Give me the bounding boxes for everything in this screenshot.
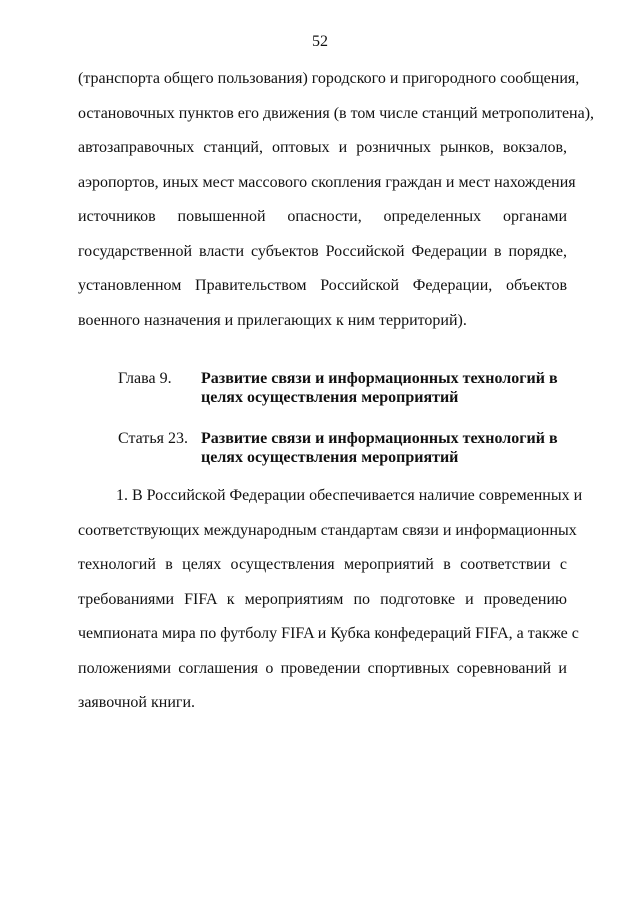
chapter-title-line: целях осуществления мероприятий	[201, 389, 459, 406]
paragraph-continuation	[78, 62, 595, 338]
text-line: установленном Правительством Российской Федерации, объектов	[78, 277, 567, 294]
chapter-title	[201, 369, 581, 407]
text-line: остановочных пунктов его движения (в том числе станций метрополитена),	[78, 104, 595, 122]
text-line: положениями соглашения о проведении спортивных соревнований и	[78, 659, 567, 677]
text-line: военного назначения и прилегающих к ним территорий).	[78, 311, 467, 329]
paragraph-article-1	[78, 479, 583, 721]
text-line: автозаправочных станций, оптовых и розничных рынков, вокзалов,	[78, 139, 567, 156]
text-line: технологий в целях осуществления мероприятий в соответствии с	[78, 556, 567, 573]
chapter-title-line: Развитие связи и информационных технологий в	[201, 370, 558, 387]
text-line: 1. В Российской Федерации обеспечивается наличие современных и	[116, 487, 583, 504]
article-title	[201, 429, 581, 467]
text-line: источников повышенной опасности, определенных органами	[78, 208, 567, 225]
text-line: (транспорта общего пользования) городского и пригородного сообщения,	[78, 70, 580, 87]
text-line: государственной власти субъектов Российской Федерации в порядке,	[78, 242, 567, 260]
text-line: аэропортов, иных мест массового скопления граждан и мест нахождения	[78, 173, 576, 191]
text-line: чемпионата мира по футболу FIFA и Кубка конфедераций FIFA, а также с	[78, 625, 579, 642]
chapter-label: Глава 9.	[118, 370, 172, 387]
page-number: 52	[312, 33, 328, 50]
text-line: заявочной книги.	[78, 694, 196, 711]
article-title-line: Развитие связи и информационных технологий в	[201, 430, 558, 447]
article-label: Статья 23.	[118, 430, 188, 447]
text-line: соответствующих международным стандартам связи и информационных	[78, 521, 577, 539]
text-line: требованиями FIFA к мероприятиям по подготовке и проведению	[78, 590, 567, 608]
article-title-line: целях осуществления мероприятий	[201, 449, 459, 466]
